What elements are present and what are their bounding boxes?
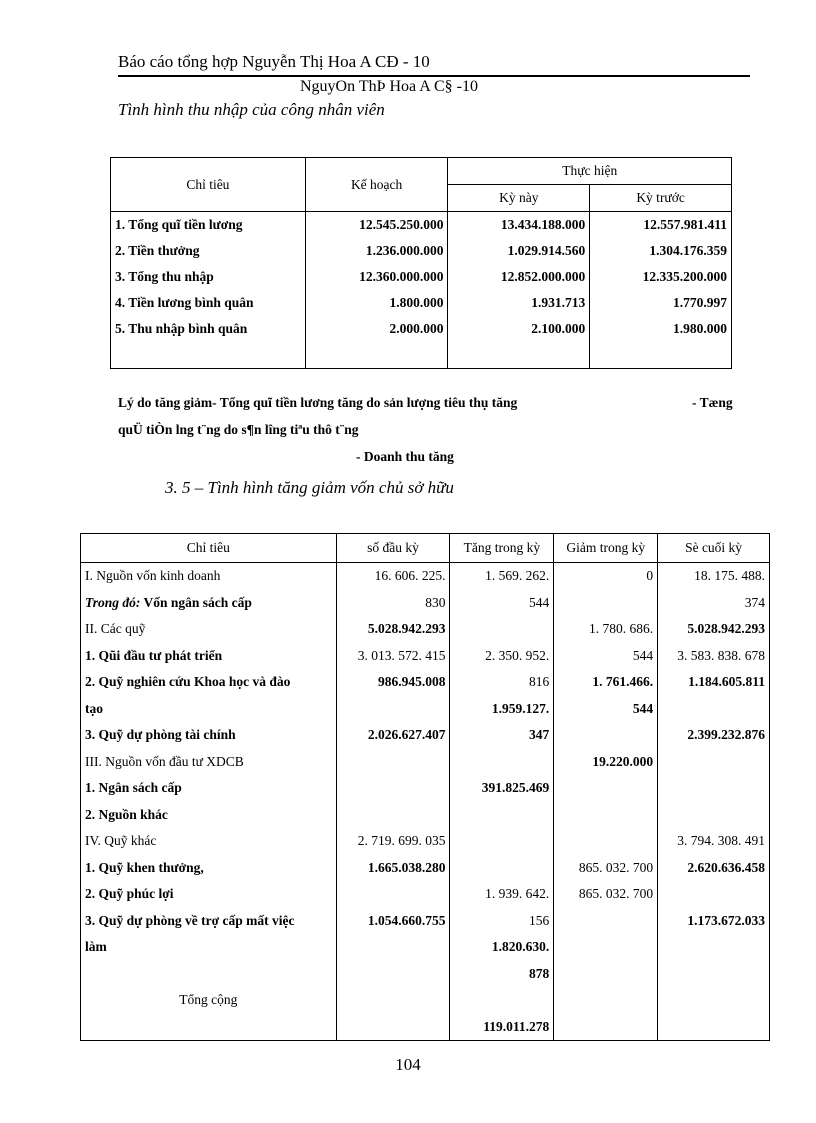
cell-opening (336, 802, 450, 829)
col-increase: Tăng trong kỳ (450, 534, 554, 563)
cell-decrease (554, 828, 658, 855)
cell-opening: 2. 719. 699. 035 (336, 828, 450, 855)
cell-prev: 1.770.997 (590, 290, 732, 316)
cell-increase: 1. 569. 262. (450, 563, 554, 590)
note-line2: quÜ tiÒn lng t¨ng do s¶n lîng tiªu thô t¨ng (118, 422, 359, 437)
row-label: làm (81, 934, 337, 961)
cell-closing: 1.184.605.811 (658, 669, 770, 696)
cell-opening (336, 775, 450, 802)
cell-opening (336, 961, 450, 988)
cell-closing (658, 696, 770, 723)
table-row (111, 316, 732, 342)
equity-table (80, 533, 770, 1041)
cell-closing: 2.620.636.458 (658, 855, 770, 882)
note-line1: Lý do tăng giảm- Tổng quĩ tiền lương tăng do sản lượng tiêu thụ tăng (118, 395, 518, 410)
cell-opening (336, 881, 450, 908)
cell-increase (450, 828, 554, 855)
cell-decrease (554, 722, 658, 749)
cell-decrease: 865. 032. 700 (554, 881, 658, 908)
cell-increase: 544 (450, 590, 554, 617)
section2-title: 3. 5 – Tình hình tăng giảm vốn chủ sở hữu (165, 478, 454, 497)
table-row-empty (111, 342, 732, 369)
cell-increase: 1.820.630. (450, 934, 554, 961)
table-row (111, 290, 732, 316)
cell-plan: 12.545.250.000 (305, 212, 448, 239)
col-closing: Sè cuối kỳ (658, 534, 770, 563)
cell-decrease (554, 775, 658, 802)
cell-closing (658, 775, 770, 802)
cell-this: 12.852.000.000 (448, 264, 590, 290)
table-header-row (81, 534, 770, 563)
table-row (81, 961, 770, 988)
cell-plan: 1.236.000.000 (305, 238, 448, 264)
row-label: IV. Quỹ khác (81, 828, 337, 855)
row-label: II. Các quỹ (81, 616, 337, 643)
row-label: 5. Thu nhập bình quân (111, 316, 306, 342)
cell-prev: 1.304.176.359 (590, 238, 732, 264)
cell-closing: 3. 583. 838. 678 (658, 643, 770, 670)
cell-decrease: 865. 032. 700 (554, 855, 658, 882)
section1-title: Tình hình thu nhập của công nhân viên (118, 100, 385, 119)
col-plan: Kế hoạch (305, 158, 448, 212)
row-label: III. Nguồn vốn đầu tư XDCB (81, 749, 337, 776)
cell-opening (336, 934, 450, 961)
table-row (81, 908, 770, 935)
row-label: 2. Tiền thưởng (111, 238, 306, 264)
cell-opening: 1.054.660.755 (336, 908, 450, 935)
cell-opening: 5.028.942.293 (336, 616, 450, 643)
row-label: 2. Nguồn khác (81, 802, 337, 829)
document-header-title: Báo cáo tổng hợp Nguyễn Thị Hoa A CĐ - 10 (118, 52, 430, 71)
cell-increase (450, 987, 554, 1014)
row-label: 1. Ngân sách cấp (81, 775, 337, 802)
row-label-em: Trong đó: (85, 594, 141, 610)
col-indicator: Chỉ tiêu (81, 534, 337, 563)
cell-decrease (554, 961, 658, 988)
cell-prev: 1.980.000 (590, 316, 732, 342)
row-label: 1. Qũi đầu tư phát triển (81, 643, 337, 670)
table-row (81, 881, 770, 908)
row-label: 3. Tổng thu nhập (111, 264, 306, 290)
cell-closing (658, 961, 770, 988)
row-label (81, 1014, 337, 1041)
note-line1-right: - Tæng (692, 395, 733, 410)
table-row (81, 643, 770, 670)
row-label-text: Vốn ngân sách cấp (140, 594, 252, 610)
col-opening: số đầu kỳ (336, 534, 450, 563)
cell-increase: 878 (450, 961, 554, 988)
row-label: tạo (81, 696, 337, 723)
row-label (81, 961, 337, 988)
cell-plan: 2.000.000 (305, 316, 448, 342)
cell-opening: 830 (336, 590, 450, 617)
cell-increase: 1. 939. 642. (450, 881, 554, 908)
table-row (81, 749, 770, 776)
col-this-period: Kỳ này (448, 185, 590, 212)
cell-opening (336, 987, 450, 1014)
income-table (110, 157, 732, 369)
table-row (81, 722, 770, 749)
cell-closing: 2.399.232.876 (658, 722, 770, 749)
table-row (81, 590, 770, 617)
cell-opening: 2.026.627.407 (336, 722, 450, 749)
cell-increase (450, 802, 554, 829)
cell-decrease: 544 (554, 696, 658, 723)
cell-prev: 12.335.200.000 (590, 264, 732, 290)
cell-opening (336, 749, 450, 776)
col-decrease: Giảm trong kỳ (554, 534, 658, 563)
cell-prev: 12.557.981.411 (590, 212, 732, 239)
cell-decrease: 544 (554, 643, 658, 670)
col-actual: Thực hiện (448, 158, 732, 185)
col-prev-period: Kỳ trước (590, 185, 732, 212)
cell-increase: 156 (450, 908, 554, 935)
header-rule (118, 75, 750, 77)
row-label: Tổng cộng (81, 987, 337, 1014)
row-label: 3. Quỹ dự phòng tài chính (81, 722, 337, 749)
cell-closing: 3. 794. 308. 491 (658, 828, 770, 855)
cell-increase: 119.011.278 (450, 1014, 554, 1041)
cell-increase: 816 (450, 669, 554, 696)
cell-decrease (554, 590, 658, 617)
row-label: 3. Quỹ dự phòng về trợ cấp mất việc (81, 908, 337, 935)
table-row (81, 669, 770, 696)
table-row (81, 1014, 770, 1041)
cell-increase (450, 855, 554, 882)
row-label: 2. Quỹ phúc lợi (81, 881, 337, 908)
cell-closing (658, 987, 770, 1014)
table-row (111, 212, 732, 239)
row-label (81, 590, 337, 617)
cell-closing (658, 802, 770, 829)
cell-decrease (554, 987, 658, 1014)
cell-increase (450, 616, 554, 643)
table-header-row (111, 158, 732, 185)
table-row (81, 616, 770, 643)
table-row (81, 775, 770, 802)
table-row (81, 855, 770, 882)
cell-this: 1.029.914.560 (448, 238, 590, 264)
cell-closing (658, 934, 770, 961)
cell-this: 1.931.713 (448, 290, 590, 316)
table-row (81, 802, 770, 829)
cell-closing: 5.028.942.293 (658, 616, 770, 643)
cell-opening (336, 696, 450, 723)
row-label: I. Nguồn vốn kinh doanh (81, 563, 337, 590)
table-row (111, 238, 732, 264)
cell-closing (658, 1014, 770, 1041)
cell-this: 13.434.188.000 (448, 212, 590, 239)
row-label: 1. Quỹ khen thưởng, (81, 855, 337, 882)
cell-opening: 986.945.008 (336, 669, 450, 696)
cell-decrease: 1. 761.466. (554, 669, 658, 696)
cell-closing: 18. 175. 488. (658, 563, 770, 590)
cell-increase: 347 (450, 722, 554, 749)
cell-decrease (554, 934, 658, 961)
cell-plan: 12.360.000.000 (305, 264, 448, 290)
cell-closing: 1.173.672.033 (658, 908, 770, 935)
col-indicator: Chỉ tiêu (111, 158, 306, 212)
table-row (81, 828, 770, 855)
row-label: 4. Tiền lương bình quân (111, 290, 306, 316)
cell-increase (450, 749, 554, 776)
cell-closing (658, 881, 770, 908)
cell-opening (336, 1014, 450, 1041)
table-row (81, 934, 770, 961)
cell-decrease (554, 802, 658, 829)
cell-opening: 16. 606. 225. (336, 563, 450, 590)
page-number: 104 (395, 1055, 421, 1074)
cell-decrease (554, 1014, 658, 1041)
table-row (111, 264, 732, 290)
cell-increase: 391.825.469 (450, 775, 554, 802)
table-row (81, 696, 770, 723)
cell-decrease: 1. 780. 686. (554, 616, 658, 643)
cell-closing: 374 (658, 590, 770, 617)
table-row (81, 563, 770, 590)
cell-this: 2.100.000 (448, 316, 590, 342)
document-subtitle: NguyOn ThÞ Hoa A C§ -10 (300, 78, 478, 95)
cell-increase: 2. 350. 952. (450, 643, 554, 670)
cell-decrease (554, 908, 658, 935)
table-row-total (81, 987, 770, 1014)
cell-opening: 1.665.038.280 (336, 855, 450, 882)
cell-opening: 3. 013. 572. 415 (336, 643, 450, 670)
cell-decrease: 19.220.000 (554, 749, 658, 776)
cell-decrease: 0 (554, 563, 658, 590)
row-label: 1. Tổng quĩ tiền lương (111, 212, 306, 239)
note-line3: - Doanh thu tăng (356, 449, 454, 464)
row-label: 2. Quỹ nghiên cứu Khoa học và đào (81, 669, 337, 696)
cell-increase: 1.959.127. (450, 696, 554, 723)
cell-closing (658, 749, 770, 776)
cell-plan: 1.800.000 (305, 290, 448, 316)
